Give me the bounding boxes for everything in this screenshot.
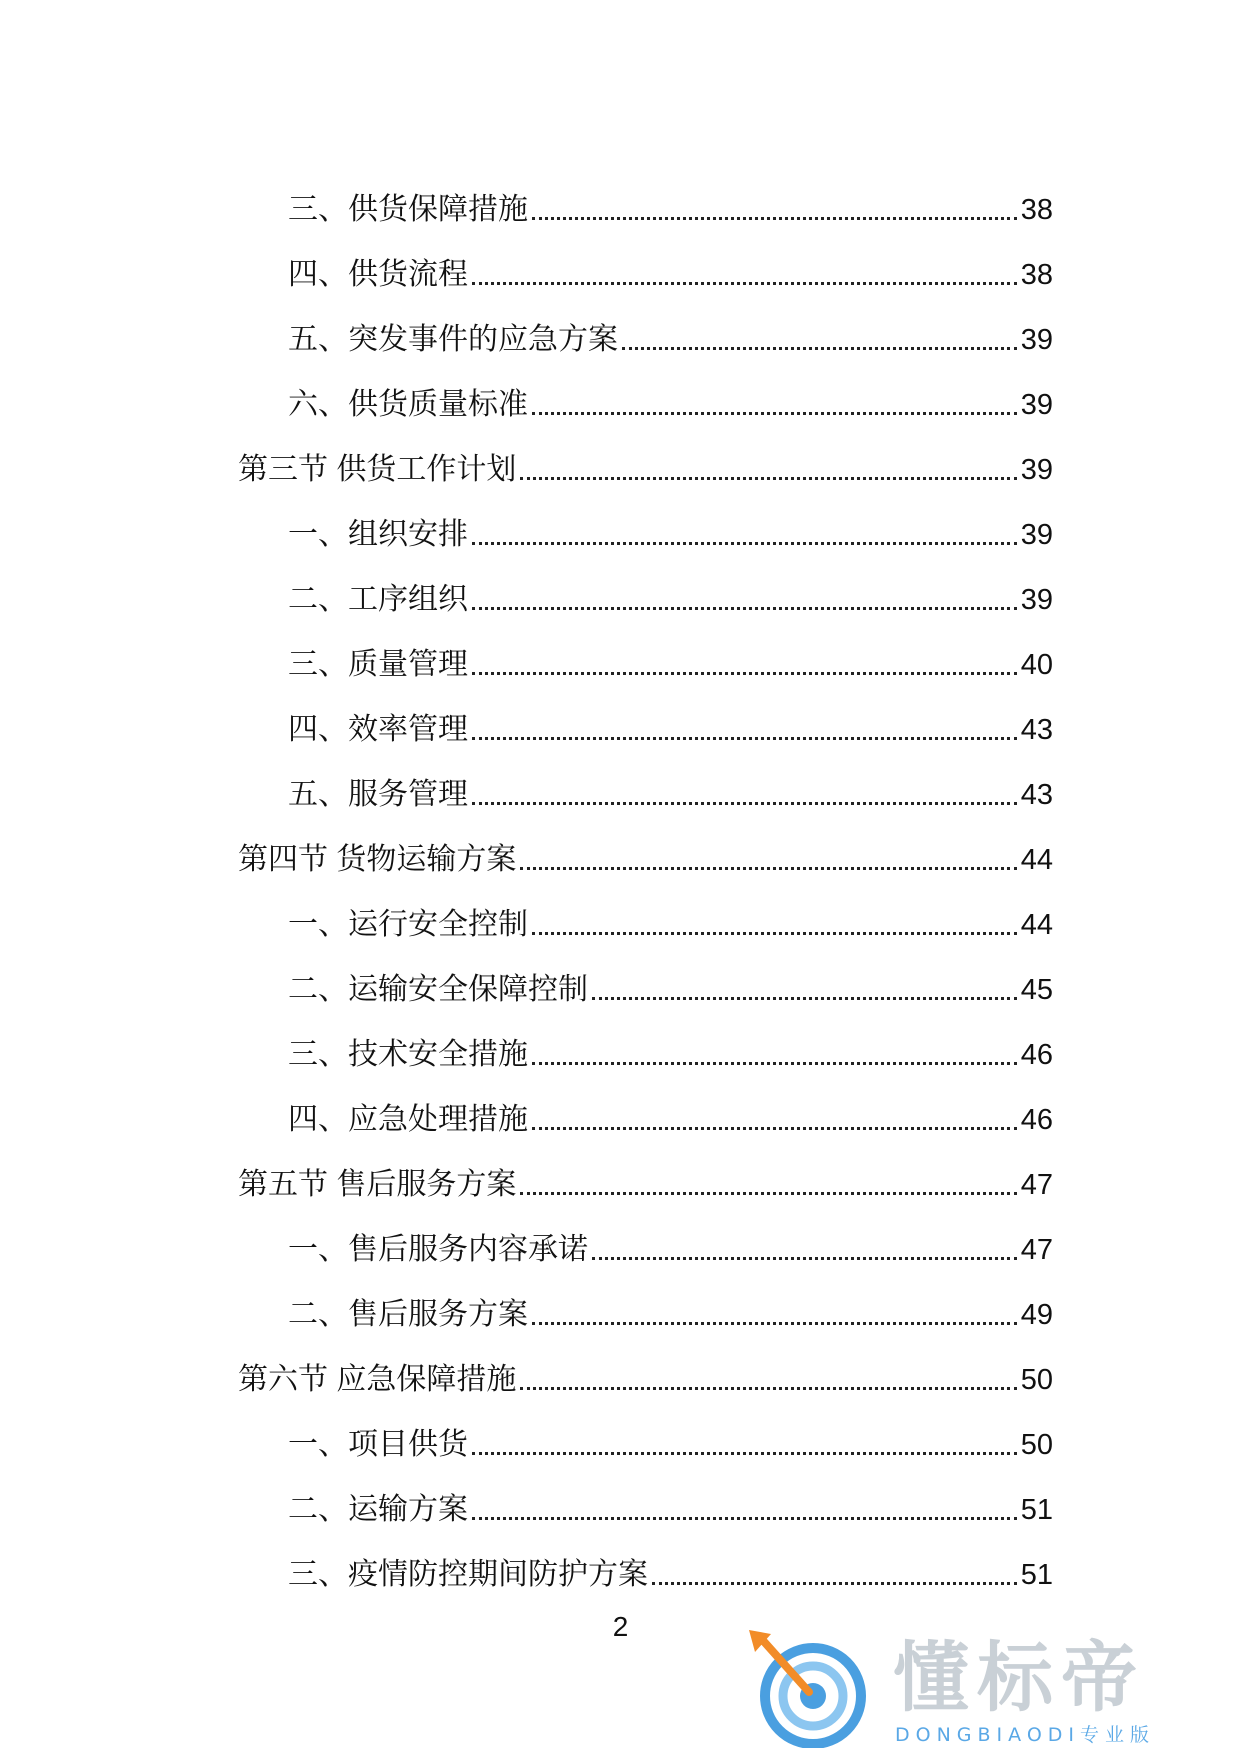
toc-entry-title: 四、效率管理 [288, 713, 468, 745]
toc-dot-leader [532, 1062, 1017, 1065]
toc-dot-leader [532, 1127, 1017, 1130]
toc-entry-title: 六、供货质量标准 [288, 388, 528, 420]
toc-entry-page: 50 [1020, 1364, 1053, 1395]
toc-dot-leader [472, 1517, 1017, 1520]
toc-subsection-entry[interactable] [238, 485, 1053, 550]
toc-section-entry[interactable] [238, 810, 1053, 875]
toc-entry-title: 二、工序组织 [288, 583, 468, 615]
toc-entry-page: 51 [1020, 1559, 1053, 1590]
toc-subsection-entry[interactable] [238, 1460, 1053, 1525]
toc-subsection-entry[interactable] [238, 550, 1053, 615]
watermark-brand: 懂标帝 [893, 1633, 1145, 1722]
toc-subsection-entry[interactable] [238, 1200, 1053, 1265]
toc-section-entry[interactable] [238, 1135, 1053, 1200]
toc-subsection-entry[interactable] [238, 1525, 1053, 1590]
toc-dot-leader [652, 1582, 1017, 1585]
toc-subsection-entry[interactable] [238, 745, 1053, 810]
toc-dot-leader [520, 1192, 1016, 1195]
toc-entry-title: 五、突发事件的应急方案 [288, 323, 618, 355]
table-of-contents [238, 160, 1053, 1590]
toc-subsection-entry[interactable] [238, 1265, 1053, 1330]
toc-subsection-entry[interactable] [238, 290, 1053, 355]
toc-entry-title: 四、应急处理措施 [288, 1103, 528, 1135]
toc-entry-page: 39 [1020, 584, 1053, 615]
toc-entry-title: 三、质量管理 [288, 648, 468, 680]
toc-entry-page: 43 [1020, 779, 1053, 810]
watermark-subtitle: DONGBIAODI专业版 [895, 1724, 1156, 1746]
toc-entry-title: 一、售后服务内容承诺 [288, 1233, 588, 1265]
toc-entry-page: 43 [1020, 714, 1053, 745]
toc-dot-leader [532, 1322, 1017, 1325]
toc-entry-page: 47 [1020, 1169, 1053, 1200]
toc-dot-leader [532, 932, 1017, 935]
toc-section-entry[interactable] [238, 1330, 1053, 1395]
toc-dot-leader [472, 282, 1017, 285]
toc-entry-page: 45 [1020, 974, 1053, 1005]
toc-entry-page: 49 [1020, 1299, 1053, 1330]
toc-subsection-entry[interactable] [238, 875, 1053, 940]
toc-dot-leader [622, 347, 1017, 350]
toc-entry-title: 第四节 货物运输方案 [238, 843, 517, 875]
toc-entry-title: 三、供货保障措施 [288, 193, 528, 225]
toc-dot-leader [472, 672, 1017, 675]
toc-subsection-entry[interactable] [238, 680, 1053, 745]
toc-entry-title: 一、组织安排 [288, 518, 468, 550]
toc-dot-leader [520, 867, 1016, 870]
toc-entry-title: 一、运行安全控制 [288, 908, 528, 940]
toc-entry-title: 四、供货流程 [288, 258, 468, 290]
toc-entry-page: 46 [1020, 1104, 1053, 1135]
toc-subsection-entry[interactable] [238, 1070, 1053, 1135]
toc-entry-page: 39 [1020, 519, 1053, 550]
toc-dot-leader [472, 802, 1017, 805]
toc-subsection-entry[interactable] [238, 940, 1053, 1005]
toc-entry-page: 39 [1020, 389, 1053, 420]
toc-subsection-entry[interactable] [238, 225, 1053, 290]
toc-dot-leader [532, 412, 1017, 415]
toc-subsection-entry[interactable] [238, 615, 1053, 680]
toc-dot-leader [472, 737, 1017, 740]
toc-entry-page: 50 [1020, 1429, 1053, 1460]
page-number: 2 [612, 1611, 629, 1642]
toc-entry-page: 40 [1020, 649, 1053, 680]
watermark [745, 1630, 1215, 1748]
toc-entry-title: 第五节 售后服务方案 [238, 1168, 517, 1200]
toc-dot-leader [520, 477, 1016, 480]
toc-entry-page: 47 [1020, 1234, 1053, 1265]
toc-entry-page: 38 [1020, 259, 1053, 290]
toc-subsection-entry[interactable] [238, 1395, 1053, 1460]
toc-entry-page: 51 [1020, 1494, 1053, 1525]
toc-entry-page: 39 [1020, 324, 1053, 355]
toc-entry-title: 二、运输方案 [288, 1493, 468, 1525]
toc-entry-title: 五、服务管理 [288, 778, 468, 810]
toc-subsection-entry[interactable] [238, 160, 1053, 225]
toc-entry-page: 44 [1020, 844, 1053, 875]
toc-entry-title: 三、技术安全措施 [288, 1038, 528, 1070]
toc-section-entry[interactable] [238, 420, 1053, 485]
toc-dot-leader [532, 217, 1017, 220]
toc-subsection-entry[interactable] [238, 355, 1053, 420]
toc-entry-page: 39 [1020, 454, 1053, 485]
toc-entry-page: 38 [1020, 194, 1053, 225]
toc-dot-leader [472, 1452, 1017, 1455]
toc-dot-leader [592, 1257, 1017, 1260]
toc-entry-title: 二、售后服务方案 [288, 1298, 528, 1330]
toc-entry-title: 二、运输安全保障控制 [288, 973, 588, 1005]
toc-entry-title: 三、疫情防控期间防护方案 [288, 1558, 648, 1590]
target-arrow-icon [745, 1630, 873, 1748]
toc-subsection-entry[interactable] [238, 1005, 1053, 1070]
toc-dot-leader [520, 1387, 1016, 1390]
toc-entry-title: 第六节 应急保障措施 [238, 1363, 517, 1395]
toc-dot-leader [592, 997, 1017, 1000]
toc-entry-title: 一、项目供货 [288, 1428, 468, 1460]
toc-entry-title: 第三节 供货工作计划 [238, 453, 517, 485]
toc-dot-leader [472, 542, 1017, 545]
toc-entry-page: 46 [1020, 1039, 1053, 1070]
toc-entry-page: 44 [1020, 909, 1053, 940]
toc-dot-leader [472, 607, 1017, 610]
